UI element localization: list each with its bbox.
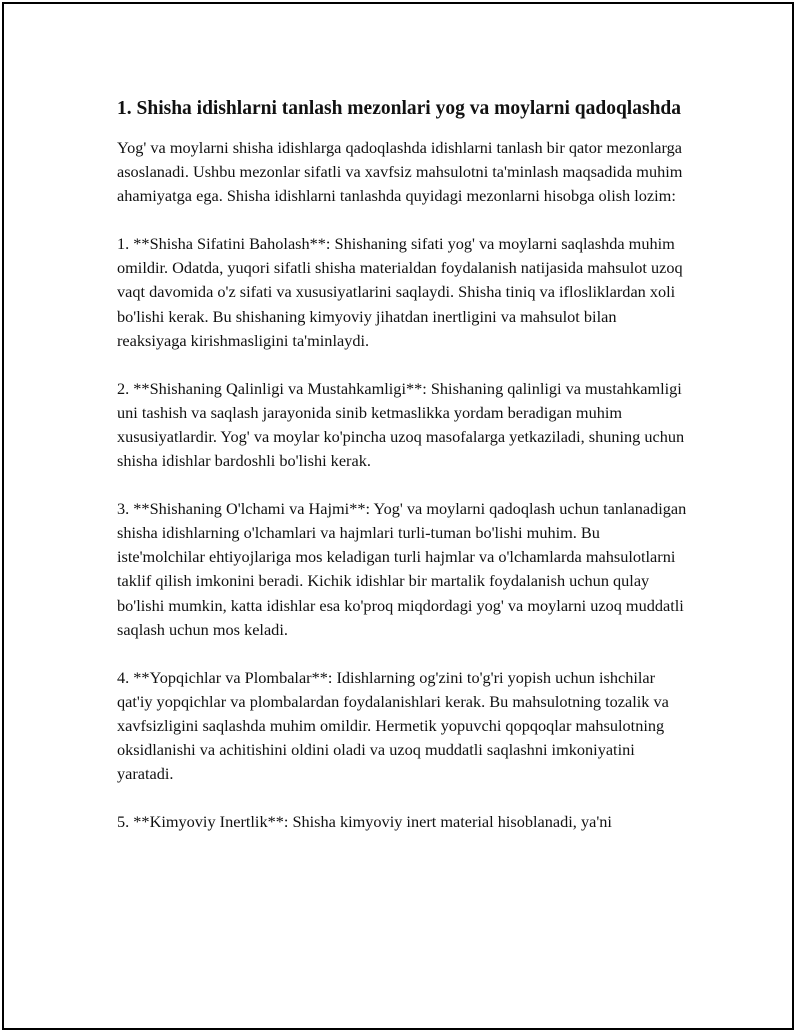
document-title: 1. Shisha idishlarni tanlash mezonlari yog va moylarni qadoqlashda [117,98,682,119]
document-body [117,95,687,858]
criterion-chemical-inertness: 5. **Kimyoviy Inertlik**: Shisha kimyoviy inert material hisoblanadi, ya'ni [117,812,612,832]
intro-paragraph: Yog' va moylarni shisha idishlarga qadoqlashda idishlarni tanlash bir qator mezonlarga asoslanadi. Ushbu mezonlar sifatli va xavfsiz mahsulotni ta'minlash maqsadida muhim ahamiyatga ega. Shisha idishlarni tanlashda quyidagi mezonlarni hisobga olish lozim: [117,138,683,206]
criterion-caps-seals: 4. **Yopqichlar va Plombalar**: Idishlarning og'zini to'g'ri yopish uchun ishchilar qat'iy yopqichlar va plombalardan foydalanishlari kerak. Bu mahsulotning tozalik va xavfsizligini saqlashda muhim omildir. Hermetik yopuvchi qopqoqlar mahsulotning oksidlanishi va achitishini oldini oladi va uzoq muddatli saqlashni imkoniyatini yaratadi. [117,667,669,784]
criterion-glass-quality: 1. **Shisha Sifatini Baholash**: Shishaning sifati yog' va moylarni saqlashda muhim omildir. Odatda, yuqori sifatli shisha materialdan foydalanish natijasida mahsulot uzoq vaqt davomida o'z sifati va xususiyatlarini saqlaydi. Shisha tiniq va iflosliklаrdan xoli bo'lishi kerak. Bu shishaning kimyoviy jihatdan inertligini va mahsulot bilan reaksiyaga kirishmasligini ta'minlaydi. [117,234,683,350]
criterion-size-volume: 3. **Shishaning O'lchami va Hajmi**: Yog' va moylarni qadoqlash uchun tanlanadigan shisha idishlarning o'lchamlari va hajmlari turli-tuman bo'lishi muhim. Bu iste'molchilar ehtiyojlariga mos keladigan turli hajmlar va o'lchamlarda mahsulotlarni taklif qilish imkonini beradi. Kichik idishlar bir martalik foydalanish uchun qulay bo'lishi mumkin, katta idishlar esa ko'proq miqdordagi yog' va moylarni uzoq muddatli saqlash uchun mos keladi. [117,499,687,639]
criterion-thickness-strength: 2. **Shishaning Qalinligi va Mustahkamligi**: Shishaning qalinligi va mustahkamligi uni tashish va saqlash jarayonida sinib ketmaslikka yordam beradigan muhim xususiyatlardir. Yog' va moylar ko'pincha uzoq masofalarga yetkaziladi, shuning uchun shisha idishlar bardoshli bo'lishi kerak. [117,378,685,471]
